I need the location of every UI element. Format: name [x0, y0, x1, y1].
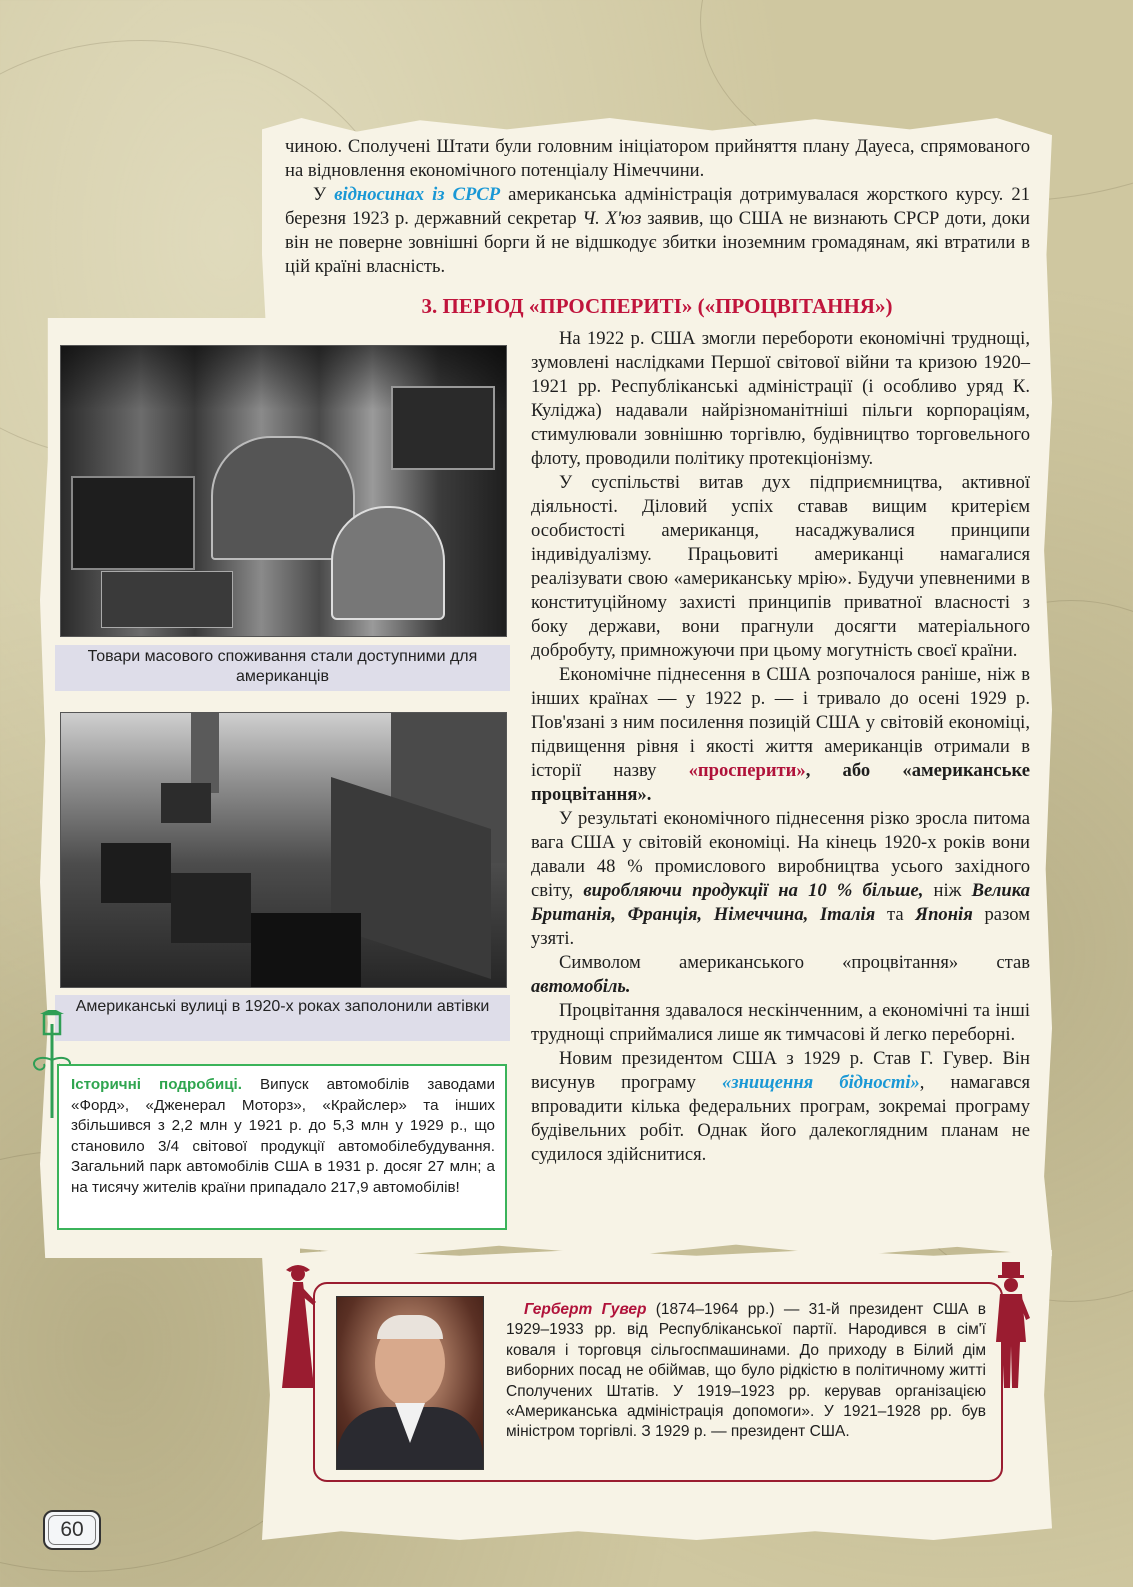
- radio-shape: [391, 386, 495, 470]
- photo-caption-1: Товари масового споживання стали доступними для американців: [55, 645, 510, 691]
- details-lead: Історичні подробиці.: [71, 1076, 242, 1093]
- photo-consumer-goods: [60, 345, 507, 637]
- term-american-prosperity: «американське процвітання»: [531, 760, 1031, 805]
- portrait-hair: [377, 1315, 443, 1339]
- main-text: [531, 327, 1030, 1167]
- car-shape: [101, 843, 171, 903]
- term-automobile: автомобіль.: [531, 976, 631, 997]
- term-prosperity: «просперити»: [688, 760, 806, 781]
- photo-caption-2: Американські вулиці в 1920-х роках заполонили автівки: [55, 995, 510, 1041]
- paragraph-4: У результаті економічного піднесення різко зросла питома вага США у світовій економіці. На кінець 1920-х років вони давали 48 % промислового виробництва усього західного світу, виробляючи продукції на 10 % більше, ніж Велика Британія, Франція, Німеччина, Італія та Японія разом узяті.: [531, 808, 1030, 949]
- photo-street-cars: [60, 712, 507, 988]
- car-shape: [251, 913, 361, 987]
- paragraph-1: На 1922 р. США змогли перебороти економічні труднощі, зумовлені наслідками Першої світової війни та кризою 1920–1921 рр. Республіканські адміністрації (і особливо уряд К. Куліджа) надавали найрізноманітніші пільги корпораціям, стимулювали зовнішню торгівлю, будівництво торговельного флоту, проводили політику протекціонізму.: [531, 328, 1030, 469]
- intro-paragraph-1: чиною. Сполучені Штати були головним ініціатором прийняття плану Дауеса, спрямованого на відновлення економічного потенціалу Німеччини.: [285, 136, 1030, 181]
- lady-silhouette-icon: [276, 1262, 320, 1392]
- historical-details-box: [57, 1064, 507, 1230]
- section-heading: 3. ПЕРІОД «ПРОСПЕРИТІ» («ПРОЦВІТАННЯ»): [421, 294, 893, 318]
- bio-text: [506, 1300, 986, 1443]
- page-number: 60: [43, 1510, 101, 1550]
- term-poverty-elimination: «знищення бідності»: [722, 1072, 920, 1093]
- details-body: Випуск автомобілів заводами «Форд», «Дженерал Моторз», «Крайслер» та інших збільшився з 2,2 млн у 1921 р. до 5,3 млн у 1929 р., що становило 3/4 світової продукції автомобілебудування. Загальний парк автомобілів США в 1931 р. досяг 27 млн; а на тисячу жителів країни припадало 217,9 автомобілів!: [71, 1076, 495, 1196]
- paragraph-5: Символом американського «процвітання» став автомобіль.: [531, 952, 1030, 997]
- tower-shape: [191, 713, 219, 793]
- bio-body: (1874–1964 рр.) — 31-й президент США в 1929–1933 рр. від Республіканської партії. Народився в сім'ї коваля і торговця сільгоспмашинами. До приходу в Білий дім виборних посад не обіймав, що було рідкістю в політичному житті Сполучених Штатів. У 1919–1923 рр. керував організацією «Американська адміністрація допомоги». У 1921–1928 рр. був міністром торгівлі. З 1929 р. — президент США.: [506, 1301, 987, 1441]
- paragraph-6: Процвітання здавалося нескінченним, а економічні та інші труднощі сприймалися лише як тимчасові й легко переборні.: [531, 1000, 1030, 1045]
- car-shape: [161, 783, 211, 823]
- paragraph-2: У суспільстві витав дух підприємництва, активної діяльності. Діловий успіх ставав вищим критерієм особистості американця, насаджувалися принципи індивідуалізму. Працьовиті американці намагалися реалізувати свою «американську мрію». Будучи упевненими в конституційному захисті принципів приватної власності з боку держави, вони прагнули досягти матеріального добробуту, примножуючи при цьому могутність своєї країни.: [531, 472, 1030, 661]
- paragraph-7: Новим президентом США з 1929 р. Став Г. Гувер. Він висунув програму «знищення бідності», намагався впровадити кілька федеральних програм, зокремаі програму будівельних робіт. Однак його далекоглядним планам не судилося здійснитися.: [531, 1048, 1030, 1165]
- paragraph-3: Економічне піднесення в США розпочалося раніше, ніж в інших країнах — у 1922 р. — і тривало до осені 1929 р. Пов'язані з ним посилення позицій США у світовій економіці, підвищення рівня і якості життя американців отримали в історії назву «просперити», або «американське процвітання».: [531, 664, 1031, 805]
- car-shape: [171, 873, 251, 943]
- radio-shape: [331, 506, 445, 620]
- hoover-portrait: [336, 1296, 484, 1470]
- intro-paragraph-2: У відносинах із СРСР американська адміністрація дотримувалася жорсткого курсу. 21 березня 1923 р. державний секретар Ч. Х'юз заявив, що США не визнають СРСР доти, доки він не поверне зовнішні борги й не відшкодує збитки іноземним громадянам, які втратили в цій країні власність.: [285, 184, 1030, 277]
- term-ussr-relations: відносинах із СРСР: [334, 184, 501, 205]
- person-hughes: Ч. Х'юз: [582, 208, 642, 229]
- gentleman-silhouette-icon: [990, 1262, 1034, 1392]
- radio-shape: [101, 571, 233, 628]
- bio-name: Герберт Гувер: [524, 1301, 647, 1318]
- intro-text: [285, 135, 1030, 279]
- radio-shape: [71, 476, 195, 570]
